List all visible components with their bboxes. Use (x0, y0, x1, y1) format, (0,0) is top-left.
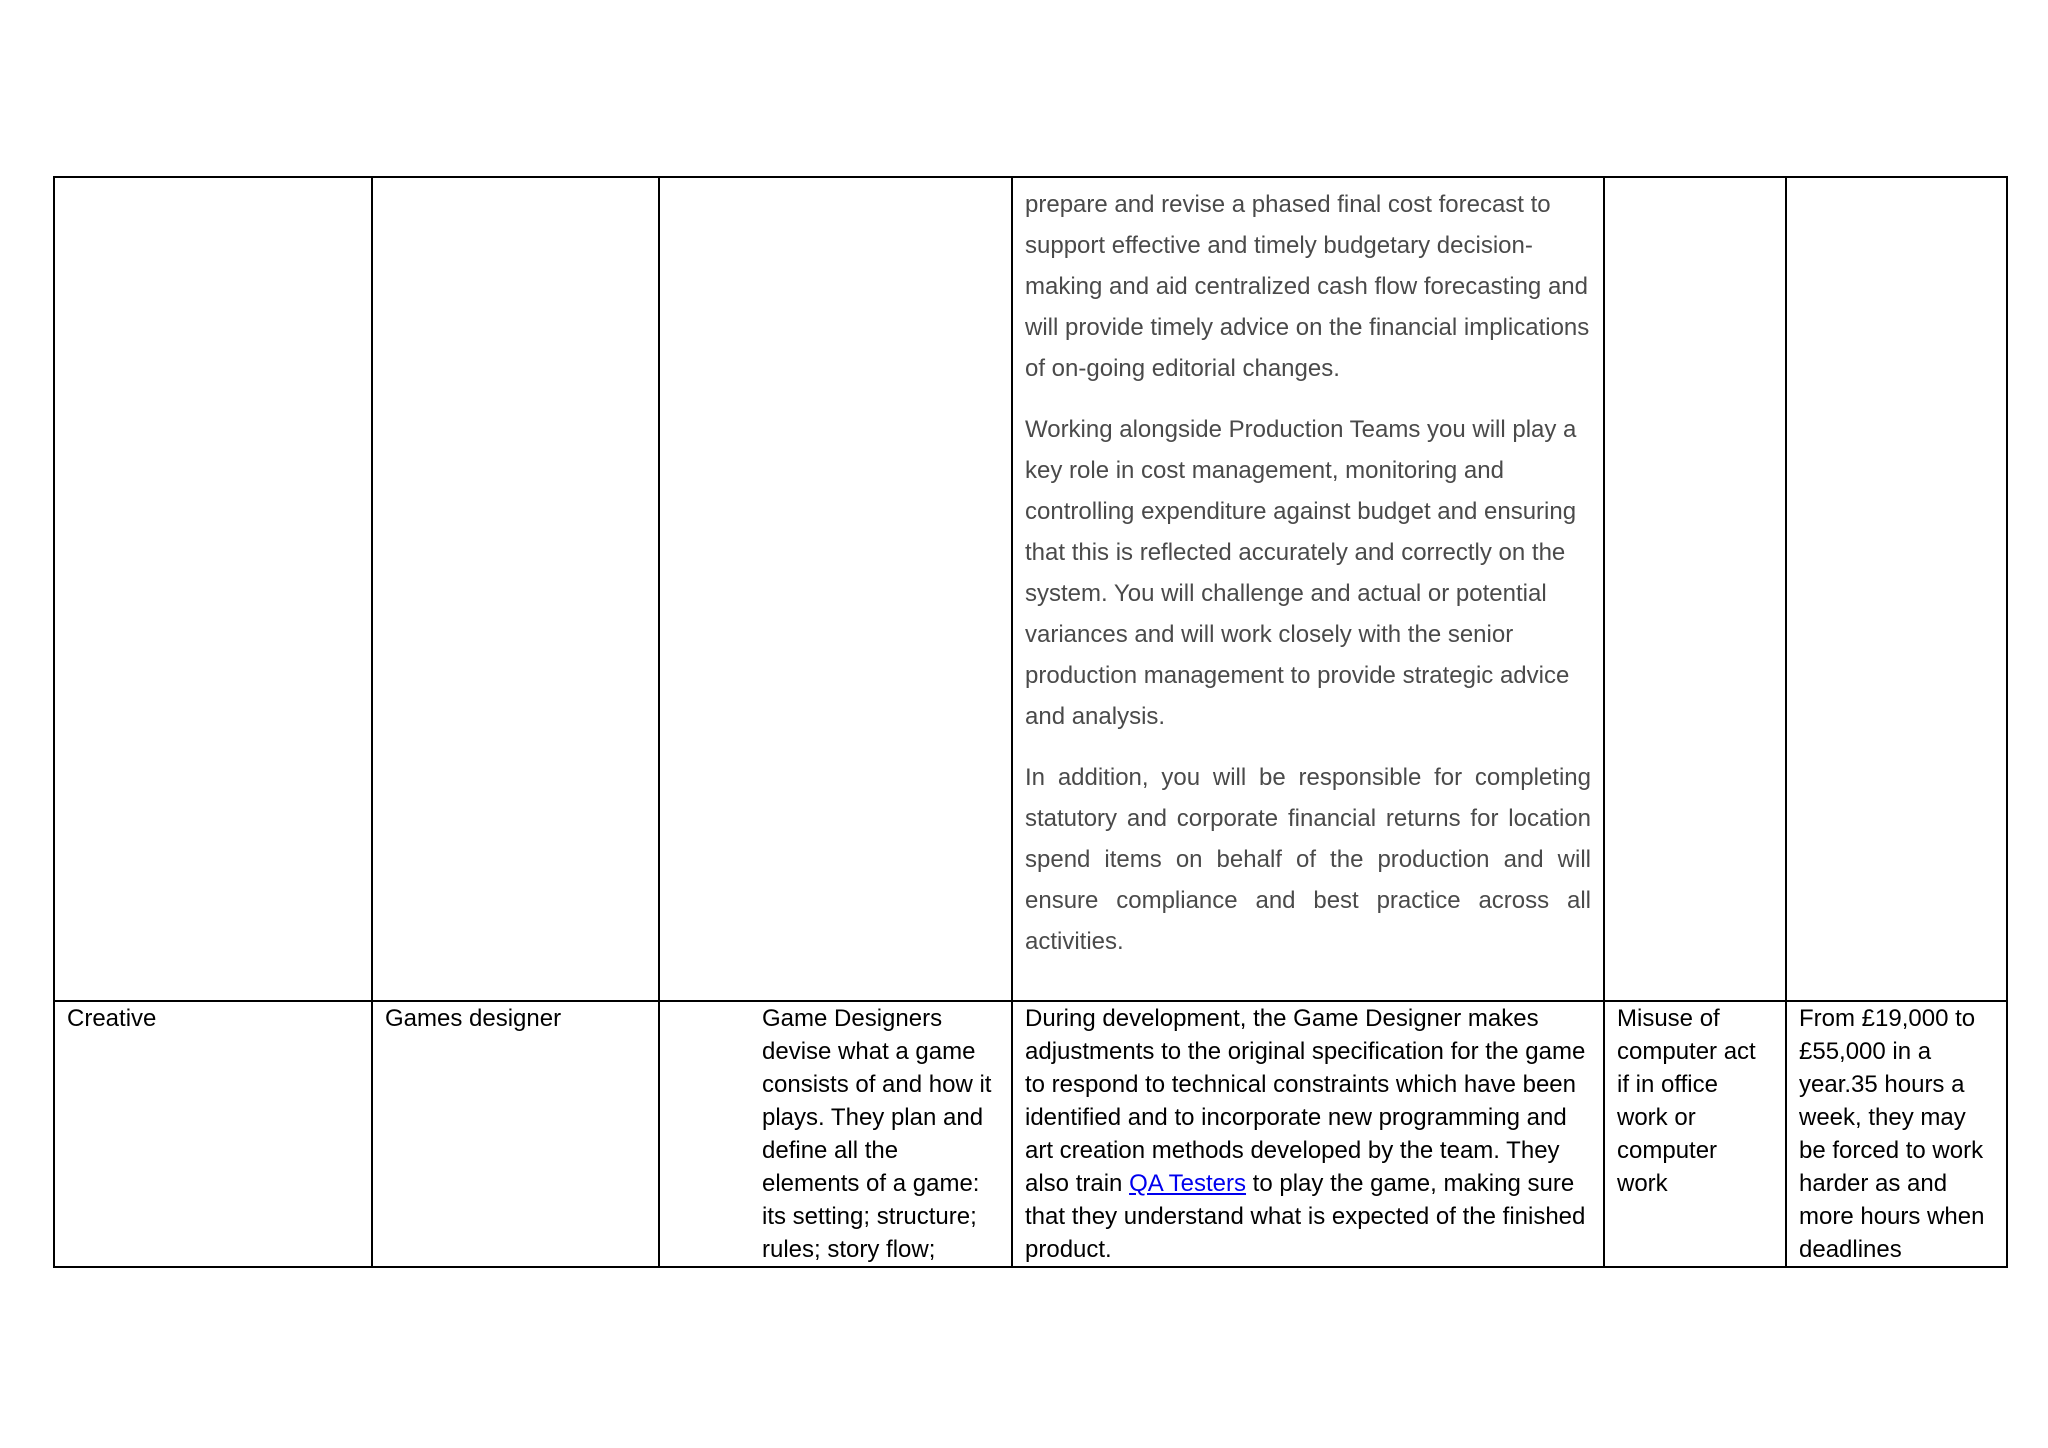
duties-paragraph: prepare and revise a phased final cost forecast to support effective and timely budgetary decision-making and aid centralized cash flow forecasting and will provide timely advice on the financial implications of on-going editorial changes. (1025, 191, 1590, 382)
sector-text: Creative (67, 1005, 157, 1032)
qa-testers-link[interactable]: QA Testers (1129, 1170, 1247, 1197)
job-title-cell (372, 177, 659, 1001)
job-title-text: Games designer (385, 1005, 562, 1032)
duties-paragraph: In addition, you will be responsible for completing statutory and corporate financial returns for location spend items on behalf of the production and will ensure compliance and best practice across all activities. (1025, 764, 1591, 955)
pay-hours-cell (1786, 1001, 2007, 1267)
duties-text (1025, 1002, 1591, 1266)
law-cell (1604, 1001, 1786, 1267)
duties-text (1025, 184, 1591, 962)
table-row (54, 1001, 2007, 1267)
duties-text-part: to play the game, making sure that they understand what is expected of the finished product. (1025, 1170, 1586, 1263)
role-summary-text: Game Designers devise what a game consists of and how it plays. They plan and define all the elements of a game: its setting; structure; rules; story flow; (762, 1005, 992, 1263)
duties-text-part: During development, the Game Designer makes adjustments to the original specification for the game to respond to technical constraints which have been identified and to incorporate new programming and art creation methods developed by the team. They also train (1025, 1005, 1586, 1197)
sector-cell (54, 177, 372, 1001)
law-cell (1604, 177, 1786, 1001)
duties-cell (1012, 177, 1604, 1001)
duties-paragraph: Working alongside Production Teams you will play a key role in cost management, monitoring and controlling expenditure against budget and ensuring that this is reflected accurately and correctly on the system. You will challenge and actual or potential variances and will work closely with the senior production management to provide strategic advice and analysis. (1025, 416, 1577, 730)
role-summary-cell (659, 1001, 1012, 1267)
role-summary-cell (659, 177, 1012, 1001)
job-title-cell (372, 1001, 659, 1267)
law-text: Misuse of computer act if in office work or computer work (1617, 1005, 1756, 1197)
duties-cell (1012, 1001, 1604, 1267)
table-row (54, 177, 2007, 1001)
careers-table (53, 176, 2008, 1268)
sector-cell (54, 1001, 372, 1267)
pay-hours-text: From £19,000 to £55,000 in a year.35 hours a week, they may be forced to work harder as and more hours when deadlines (1799, 1005, 1985, 1263)
pay-hours-cell (1786, 177, 2007, 1001)
